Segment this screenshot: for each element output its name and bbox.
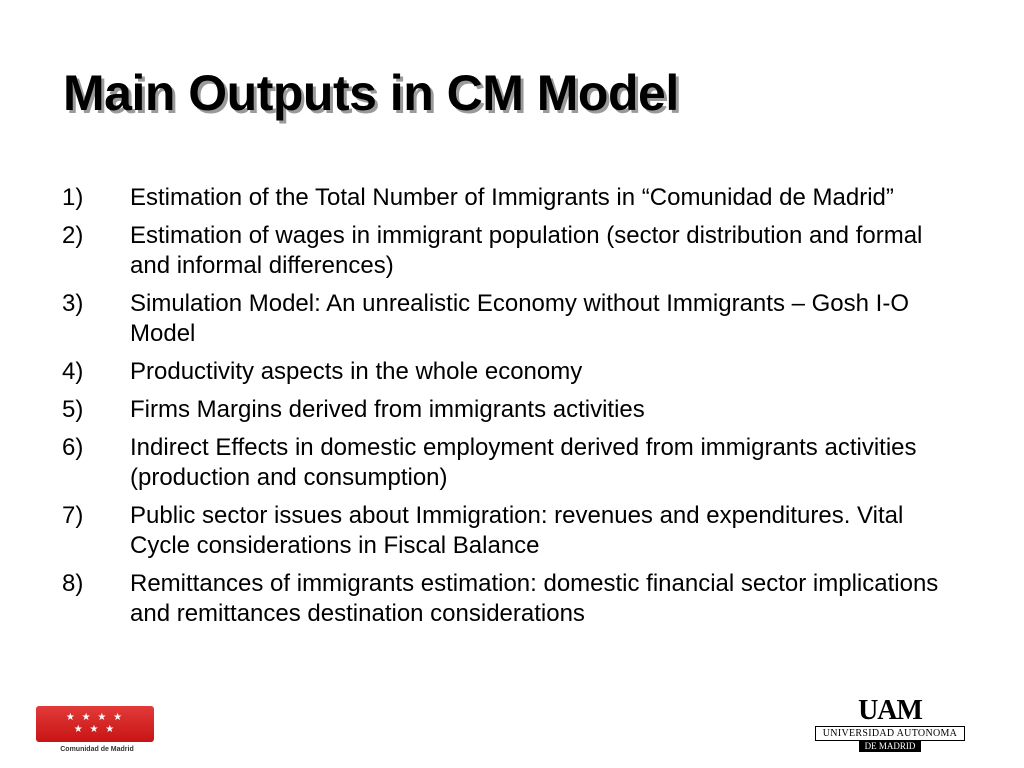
item-number: 3) [62, 290, 84, 317]
item-number: 7) [62, 502, 84, 529]
uam-logo [815, 696, 965, 754]
item-text: Estimation of wages in immigrant population (sector distribution and formal and informal differences) [130, 222, 923, 279]
item-text: Productivity aspects in the whole economy [130, 358, 583, 385]
list-item [62, 501, 962, 561]
logo-left-text: Comunidad de Madrid [60, 746, 134, 753]
list-item [62, 289, 962, 349]
madrid-flag-icon [36, 706, 154, 742]
stars-icon: ★ ★ ★ ★ ★ ★ ★ [65, 712, 125, 735]
item-number: 8) [62, 570, 84, 597]
slide-title: Main Outputs in CM Model [63, 65, 679, 121]
item-text: Simulation Model: An unrealistic Economy without Immigrants – Gosh I-O Model [130, 290, 909, 347]
item-text: Remittances of immigrants estimation: domestic financial sector implications and remittances destination considerations [130, 570, 939, 627]
uam-name-line2: DE MADRID [859, 740, 921, 752]
item-text: Public sector issues about Immigration: revenues and expenditures. Vital Cycle considerations in Fiscal Balance [130, 502, 904, 559]
item-text: Firms Margins derived from immigrants activities [130, 396, 645, 423]
item-number: 4) [62, 358, 84, 385]
list-item [62, 183, 962, 213]
item-text: Indirect Effects in domestic employment derived from immigrants activities (production and consumption) [130, 434, 917, 491]
item-number: 2) [62, 222, 84, 249]
uam-mark-icon: UAM [858, 695, 922, 726]
list-item [62, 357, 962, 387]
uam-name-line1: UNIVERSIDAD AUTONOMA [815, 726, 965, 741]
comunidad-de-madrid-logo [36, 706, 154, 756]
list-item [62, 569, 962, 629]
outputs-list [62, 183, 962, 637]
list-item [62, 395, 962, 425]
list-item [62, 221, 962, 281]
item-number: 5) [62, 396, 84, 423]
item-text: Estimation of the Total Number of Immigrants in “Comunidad de Madrid” [130, 184, 894, 211]
item-number: 1) [62, 184, 84, 211]
list-item [62, 433, 962, 493]
item-number: 6) [62, 434, 84, 461]
